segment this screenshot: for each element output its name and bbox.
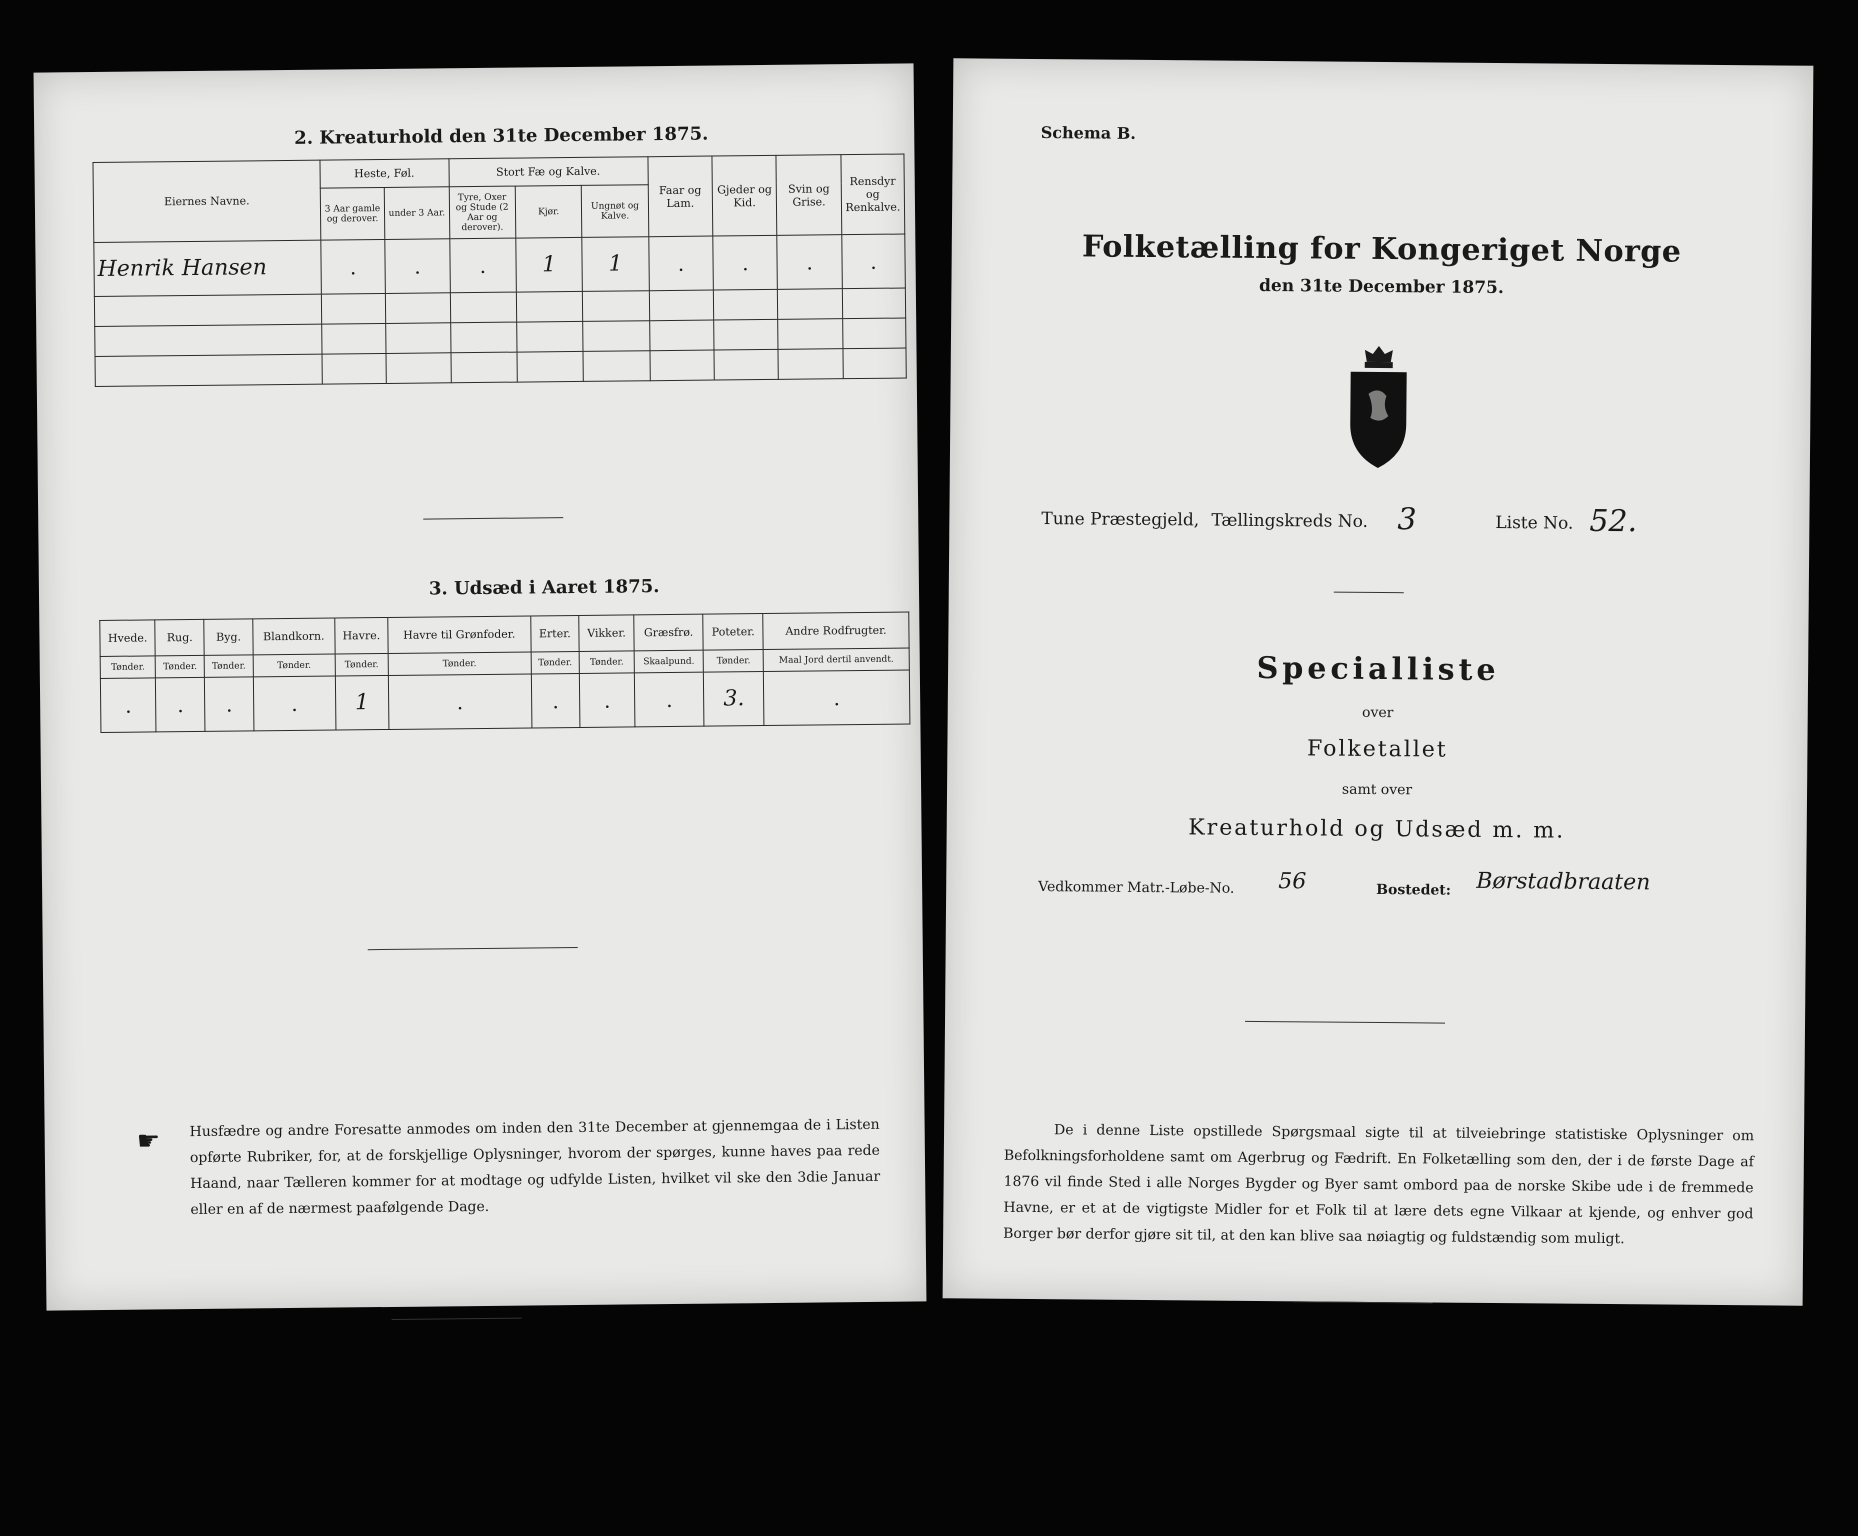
- list-label: Liste No.: [1495, 513, 1574, 534]
- header-cattle-cows: Kjør.: [515, 185, 582, 238]
- livestock-table: [92, 154, 906, 387]
- unit-label: Skaalpund.: [634, 650, 704, 673]
- cell-value: .: [580, 673, 635, 728]
- section-2-title: 2. Kreaturhold den 31te December 1875.: [294, 123, 709, 149]
- header-horses-young: under 3 Aar.: [384, 187, 449, 240]
- section-3-title: 3. Udsæd i Aaret 1875.: [428, 576, 660, 600]
- parish-label: Tune Præstegjeld,: [1041, 509, 1200, 531]
- header-owner: Eiernes Navne.: [93, 160, 321, 242]
- divider: [1245, 1021, 1445, 1024]
- header-mixed-grain: Blandkorn.: [253, 618, 335, 655]
- header-barley: Byg.: [204, 619, 253, 656]
- unit-label: Maal Jord dertil anvendt.: [763, 648, 909, 672]
- table-row: [94, 234, 906, 296]
- cell-value: 1: [582, 237, 649, 292]
- district-value: 3: [1397, 502, 1417, 538]
- unit-label: Tønder.: [704, 650, 764, 673]
- header-cattle-bulls: Tyre, Oxer og Stude (2 Aar og derover).: [449, 186, 516, 239]
- form-subtitle: den 31te December 1875.: [1258, 275, 1504, 299]
- table-row: [100, 670, 910, 732]
- pointing-hand-icon: ☛: [136, 1126, 161, 1157]
- header-horses: Heste, Føl.: [320, 159, 449, 188]
- divider: [392, 1318, 522, 1320]
- specialliste-heading: Specialliste: [1256, 650, 1500, 689]
- header-wheat: Hvede.: [100, 620, 156, 657]
- bosted-value: Børstadbraaten: [1476, 868, 1651, 896]
- header-peas: Erter.: [530, 615, 579, 652]
- cell-value: 1: [516, 237, 583, 292]
- left-page: [34, 63, 927, 1310]
- unit-label: Tønder.: [100, 656, 156, 679]
- header-green-oats: Havre til Grønfoder.: [388, 616, 531, 653]
- header-reindeer: Rensdyr og Renkalve.: [841, 154, 905, 235]
- cell-value: .: [253, 676, 335, 731]
- divider: [1334, 592, 1404, 594]
- unit-label: Tønder.: [253, 654, 335, 677]
- header-rye: Rug.: [155, 619, 204, 656]
- header-cattle: Stort Fæ og Kalve.: [448, 157, 647, 187]
- cell-value: .: [156, 677, 205, 732]
- district-label: Tællingskreds No.: [1211, 510, 1369, 532]
- cell-value: 3.: [704, 672, 764, 727]
- header-sheep: Faar og Lam.: [648, 156, 713, 237]
- kreaturhold-label: Kreaturhold og Udsæd m. m.: [1188, 815, 1566, 844]
- header-goats: Gjeder og Kid.: [712, 155, 777, 236]
- footnote: Husfædre og andre Foresatte anmodes om inden den 31te December at gjennemgaa de i Listen opførte Rubriker, for, at de forskjellige Oplysninger, hvorom der spørges, kunne haves paa rede Haand, naar Tælleren kommer for at modtage og udfylde Listen, hvilket vil ske den 3die Januar eller en af de nærmest paafølgende Dage.: [189, 1116, 881, 1219]
- seed-table: [99, 612, 910, 733]
- cell-value: .: [764, 670, 910, 726]
- matr-label: Vedkommer Matr.-Løbe-No.: [1038, 879, 1235, 897]
- folketallet-label: Folketallet: [1307, 736, 1448, 763]
- header-other-roots: Andre Rodfrugter.: [763, 612, 909, 650]
- intro-text: De i denne Liste opstillede Spørgsmaal sigte til at tilveiebringe statistiske Oplysninger om Befolkningsforholdene samt om Agerbrug og Fædrift. En Folketælling som den, der i de første Dage af 1876 vil finde Sted i alle Norges Bygder og Byer samt ombord paa de norske Skibe ude i de fremmede Havne, er et at de vigtigste Midler for et Folk til at lære dets egne Vilkaar at kjende, og enhver god Borger bør derfor gjøre sit til, at den kan blive saa nøiagtig og fuldstændig som muligt.: [1003, 1122, 1755, 1248]
- coat-of-arms-icon: [1338, 342, 1419, 473]
- cell-value: .: [205, 677, 254, 732]
- divider: [1293, 1301, 1433, 1303]
- divider: [368, 947, 578, 950]
- cell-value: .: [100, 678, 156, 733]
- unit-label: Tønder.: [388, 652, 531, 675]
- divider: [423, 517, 563, 519]
- matr-value: 56: [1278, 869, 1307, 895]
- header-grass-seed: Græsfrø.: [634, 614, 704, 651]
- cell-value: .: [777, 235, 842, 290]
- header-vetch: Vikker.: [579, 615, 634, 652]
- unit-label: Tønder.: [531, 651, 580, 674]
- unit-label: Tønder.: [156, 655, 205, 678]
- cell-value: .: [321, 239, 386, 294]
- owner-name: Henrik Hansen: [94, 240, 321, 296]
- header-oats: Havre.: [335, 617, 389, 654]
- cell-value: 1: [335, 675, 389, 730]
- cell-value: .: [842, 234, 906, 289]
- cell-value: .: [648, 236, 713, 291]
- form-title: Folketælling for Kongeriget Norge: [1081, 229, 1682, 270]
- cell-value: .: [713, 235, 778, 290]
- header-potatoes: Poteter.: [703, 614, 763, 651]
- header-pigs: Svin og Grise.: [776, 155, 841, 236]
- cell-value: .: [388, 674, 531, 729]
- cell-value: .: [385, 239, 450, 294]
- unit-label: Tønder.: [579, 651, 634, 674]
- over-label: over: [1361, 704, 1394, 722]
- header-horses-old: 3 Aar gamle og derover.: [320, 187, 385, 240]
- header-cattle-young: Ungnøt og Kalve.: [582, 185, 649, 238]
- samt-over-label: samt over: [1341, 781, 1413, 799]
- unit-label: Tønder.: [335, 653, 389, 676]
- schema-label: Schema B.: [1040, 123, 1136, 143]
- bosted-label: Bostedet:: [1376, 881, 1452, 899]
- cell-value: .: [531, 673, 580, 728]
- right-page: [943, 58, 1814, 1305]
- unit-label: Tønder.: [204, 655, 253, 678]
- list-value: 52.: [1589, 503, 1638, 540]
- cell-value: .: [634, 672, 704, 727]
- cell-value: .: [449, 238, 516, 293]
